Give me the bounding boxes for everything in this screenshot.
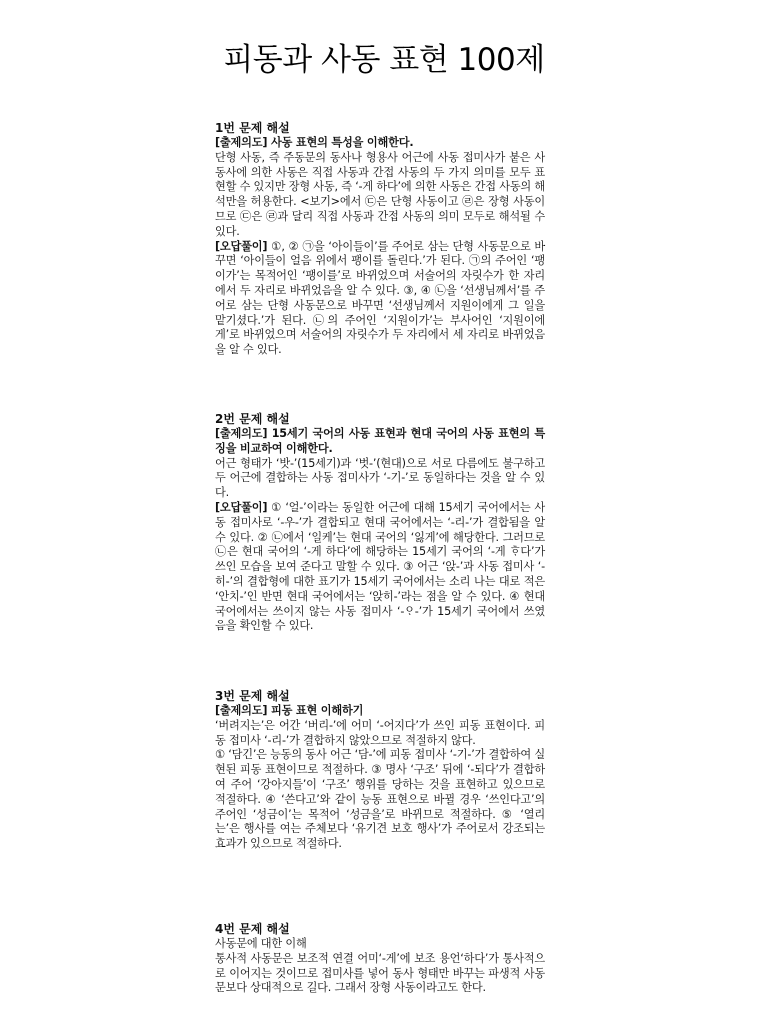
section-q4: [215, 922, 545, 996]
wrong-answer-explanation: [215, 501, 545, 634]
wrong-answer-explanation: [215, 240, 545, 358]
error-text: ①, ② ㉠을 ‘아이들이’를 주어로 삼는 단형 사동문으로 바꾸면 ‘아이들이 얼음 위에서 팽이를 돌린다.’가 된다. ㉠의 주어인 ‘팽이가’는 목적어인 ‘팽이를’로 바뀌었으며 서술어의 자릿수가 한 자리에서 두 자리로 바뀌었음을 알 수 있다. ③, ④ ㉡을 ‘선생님께서’를 주어로 삼는 단형 사동문으로 바꾸면 ‘선생님께서 지원이에게 그 일을 맡기셨다.’가 된다. ㉡의 주어인 ‘지원이가’는 부사어인 ‘지원이에게’로 바뀌었으며 서술어의 자릿수가 두 자리에서 세 자리로 바뀌었음을 알 수 있다.: [215, 239, 545, 357]
section-heading: 3번 문제 해설: [215, 689, 290, 703]
intent-line: [215, 704, 545, 719]
intent-tag: [출제의도]: [215, 136, 268, 149]
intent-text: 피동 표현 이해하기: [270, 704, 364, 717]
intent-text: 사동문에 대한 이해: [215, 937, 307, 950]
section-heading: 2번 문제 해설: [215, 412, 290, 426]
intent-tag: [출제의도]: [215, 704, 268, 717]
error-tag: [오답풀이]: [215, 500, 268, 514]
error-tag: [오답풀이]: [215, 239, 268, 253]
error-text: ① ‘얼-’이라는 동일한 어근에 대해 15세기 국어에서는 사동 접미사로 ‘-우-’가 결합되고 현대 국어에서는 ‘-리-’가 결합됨을 알 수 있다. ② ㉡에서 ‘일케’는 현대 국어의 ‘잃게’에 해당한다. 그러므로 ㉡은 현대 국어의 ‘-게 하다’에 해당하는 15세기 국어의 ‘-게 ᄒᆞ다’가 쓰인 모습을 보여 준다고 말할 수 있다. ③ 어근 ‘앉-’과 사동 접미사 ‘-히-’의 결합형에 대한 표기가 15세기 국어에서는 소리 나는 대로 적은 ‘안치-’인 반면 현대 국어에서는 ‘앉히-’라는 점을 알 수 있다. ④ 현대 국어에서는 쓰이지 않는 사동 접미사 ‘-ᄋᆞ-’가 15세기 국어에서 쓰였음을 확인할 수 있다.: [215, 500, 545, 633]
intent-text: 사동 표현의 특성을 이해한다.: [270, 136, 414, 149]
section-q3: [215, 689, 545, 852]
intent-line: [215, 427, 545, 457]
section-q1: [215, 121, 545, 358]
explanation-body: 단형 사동, 즉 주동문의 동사나 형용사 어근에 사동 접미사가 붙은 사동사에 의한 사동은 직접 사동과 간접 사동의 두 가지 의미를 모두 표현할 수 있지만 장형 사동, 즉 ‘-게 하다’에 의한 사동은 간접 사동의 해석만을 허용한다. <보기>에서 ㉢은 단형 사동이고 ㉣은 장형 사동이므로 ㉢은 ㉣과 달리 직접 사동과 간접 사동의 의미 모두로 해석될 수 있다.: [215, 150, 545, 238]
explanation-body: 어근 형태가 ‘밧-’(15세기)과 ‘벗-’(현대)으로 서로 다름에도 불구하고 두 어근에 결합하는 사동 접미사가 ‘-기-’로 동일하다는 것을 알 수 있다.: [215, 456, 545, 500]
intent-text: 15세기 국어의 사동 표현과 현대 국어의 사동 표현의 특징을 비교하여 이해한다.: [215, 427, 546, 455]
intent-line: [215, 136, 545, 151]
section-heading: 4번 문제 해설: [215, 922, 290, 936]
choice-explanations: ① ‘담긴’은 능동의 동사 어근 ‘담-’에 피동 접미사 ‘-기-’가 결합하여 실현된 피동 표현이므로 적절하다. ③ 명사 ‘구조’ 뒤에 ‘-되다’가 결합하여 주어 ‘강아지들’이 ‘구조’ 행위를 당하는 것을 표현하고 있으므로 적절하다. ④ ‘쓴다고’와 같이 능동 표현으로 바뀔 경우 ‘쓰인다고’의 주어인 ‘성금이’는 목적어 ‘성금을’로 바뀌므로 적절하다. ⑤ ‘열리는’은 행사를 여는 주체보다 ‘유기견 보호 행사’가 주어로서 강조되는 효과가 있으므로 적절하다.: [215, 748, 545, 851]
section-q2: [215, 412, 545, 634]
explanation-body: ‘버려지는’은 어간 ‘버리-’에 어미 ‘-어지다’가 쓰인 피동 표현이다. 피동 접미사 ‘-리-’가 결합하지 않았으므로 적절하지 않다.: [215, 718, 545, 747]
explanation-body: 통사적 사동문은 보조적 연결 어미‘-게’에 보조 용언‘하다’가 통사적으로 이어지는 것이므로 접미사를 넣어 동사 형태만 바꾸는 파생적 사동문보다 상대적으로 길다. 그래서 장형 사동이라고도 한다.: [215, 951, 545, 995]
section-heading: 1번 문제 해설: [215, 121, 290, 135]
page-title: 피동과 사동 표현 100제: [223, 42, 545, 78]
intent-tag: [출제의도]: [215, 427, 268, 440]
